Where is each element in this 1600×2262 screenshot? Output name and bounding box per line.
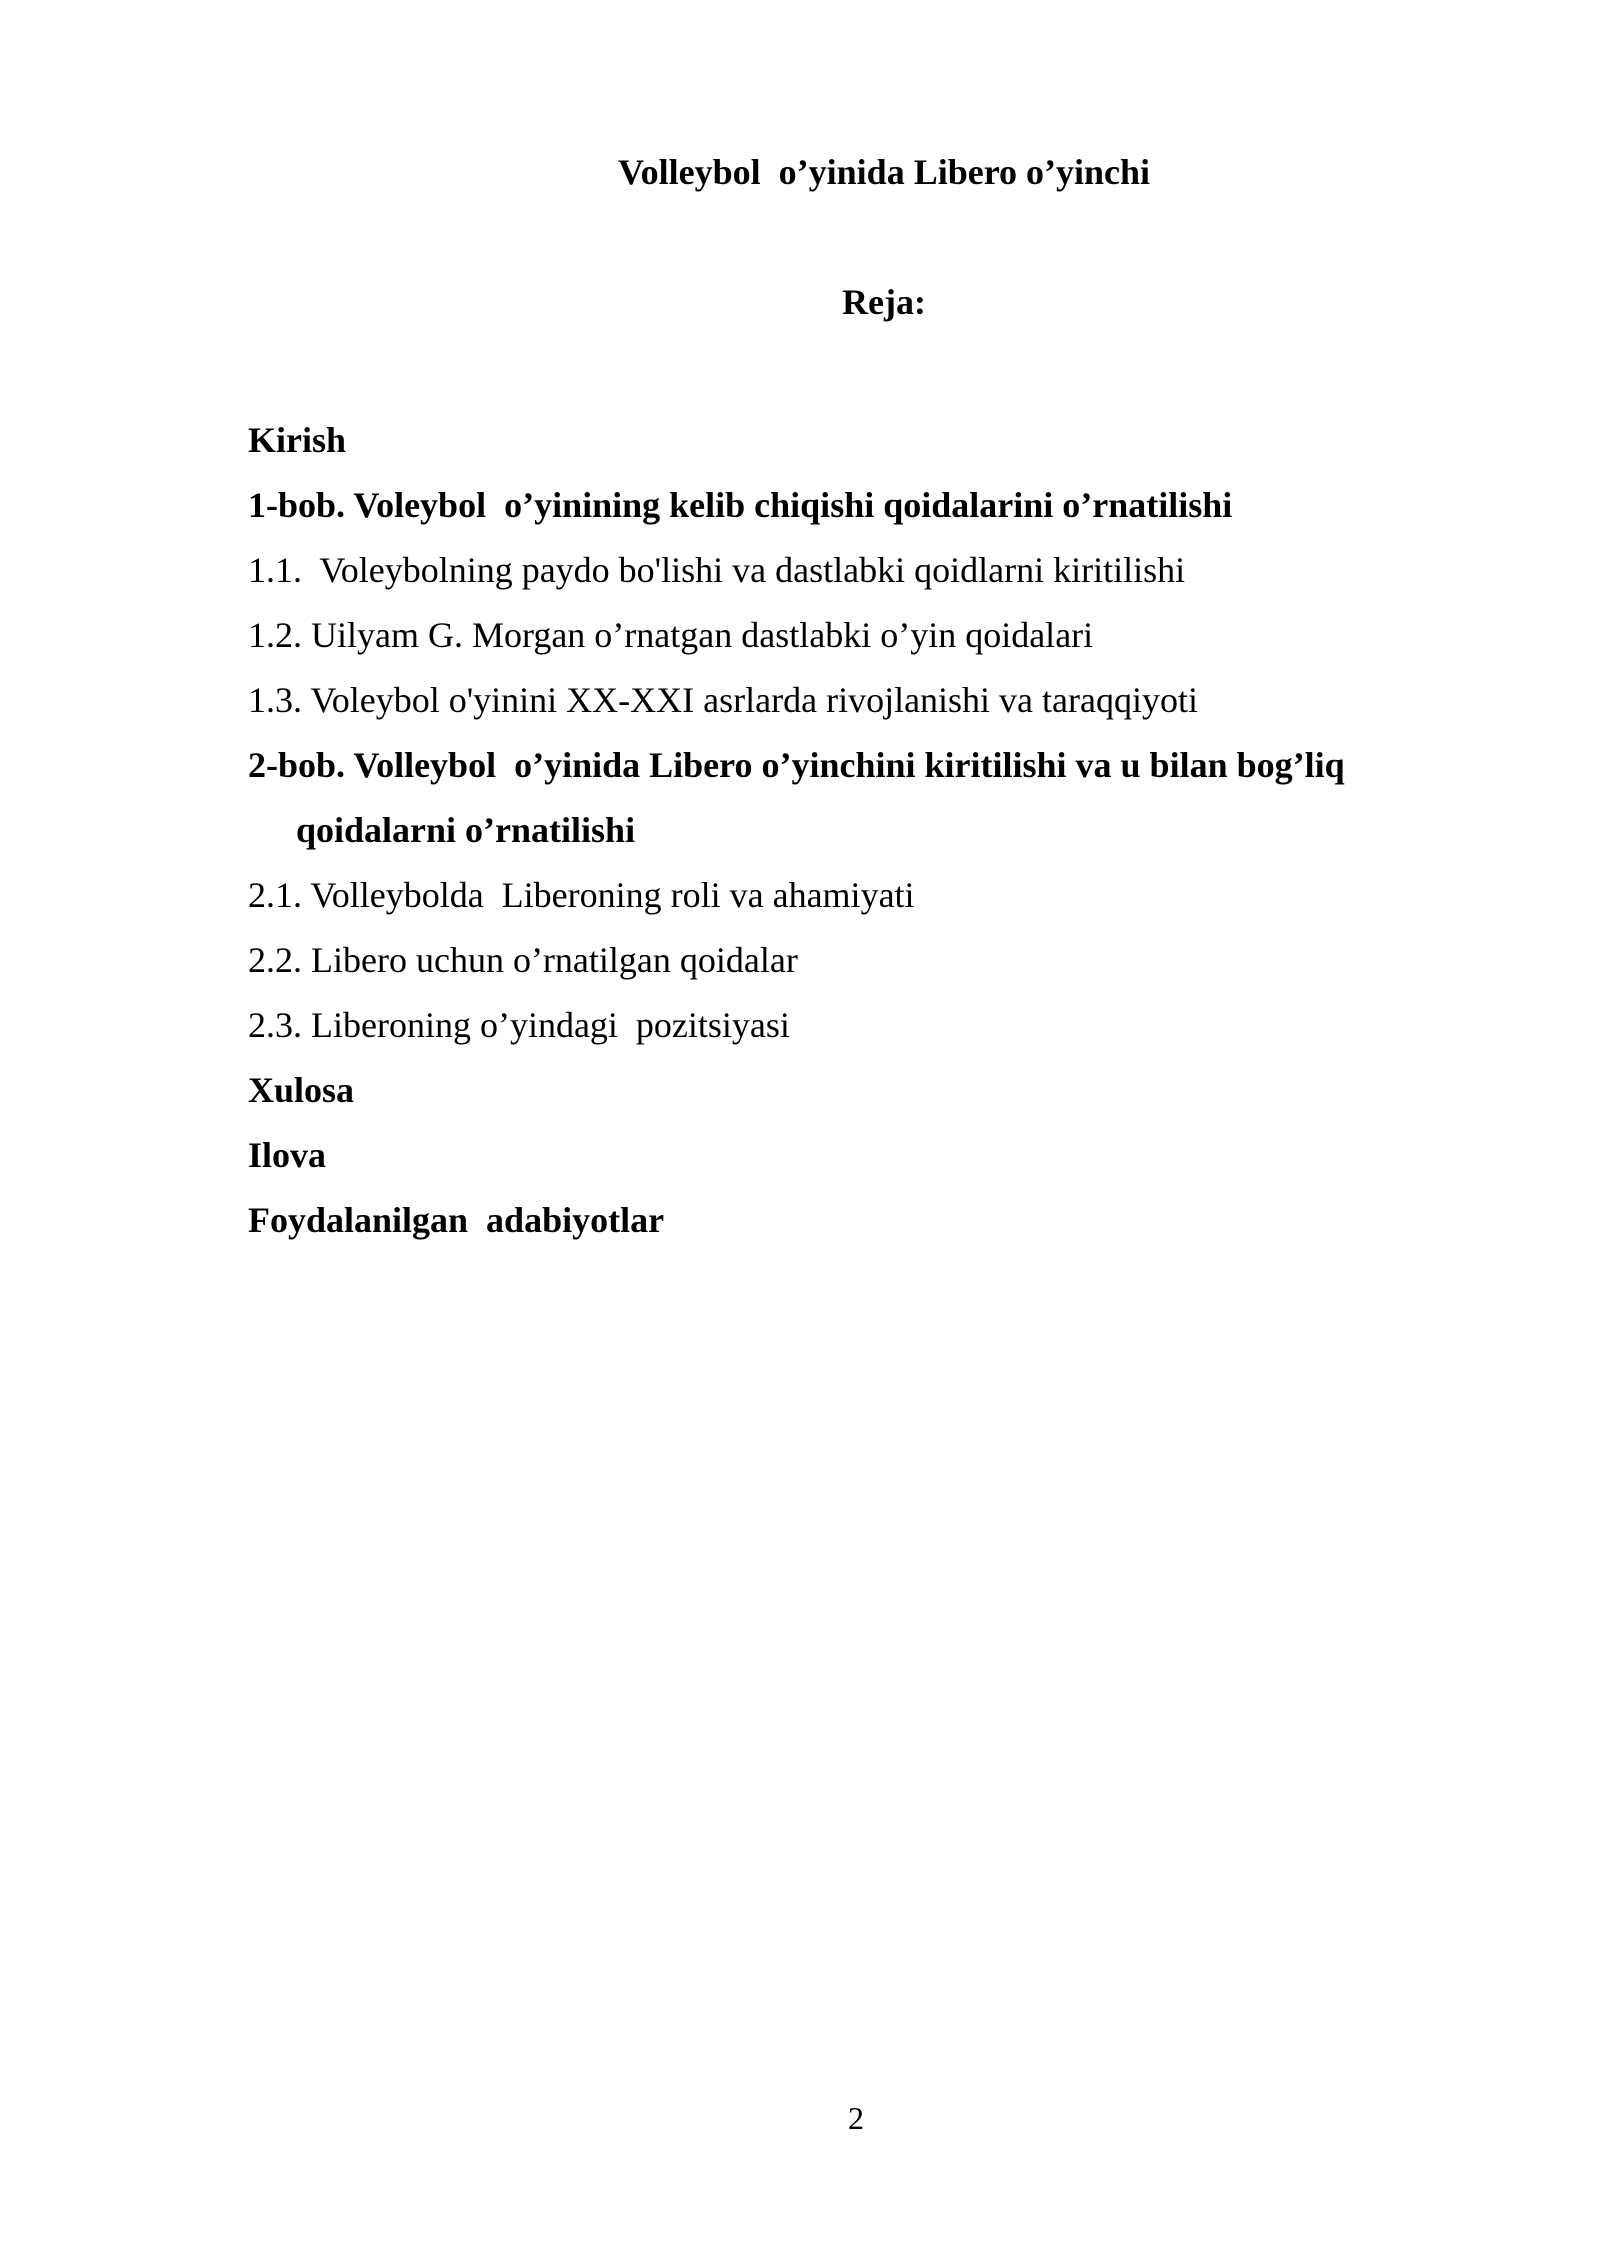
page-number: 2 [848,2100,864,2136]
toc-item-section-1-1: 1.1. Voleybolning paydo bo'lishi va dastlabki qoidlarni kiritilishi [248,550,1186,590]
toc-item-section-2-1: 2.1. Volleybolda Liberoning roli va ahamiyati [248,875,915,915]
table-of-contents [248,408,1408,1253]
document-title: Volleybol o’yinida Libero o’yinchi [617,152,1151,192]
toc-item-chapter-1: 1-bob. Voleybol o’yinining kelib chiqishi qoidalarini o’rnatilishi [248,485,1233,525]
toc-item-chapter-2: 2-bob. Volleybol o’yinida Libero o’yinchini kiritilishi va u bilan bog’liq qoidalarni o’rnatilishi [248,745,1354,850]
toc-item-section-1-2: 1.2. Uilyam G. Morgan o’rnatgan dastlabki o’yin qoidalari [248,615,1094,655]
toc-item-references: Foydalanilgan adabiyotlar [248,1200,665,1240]
toc-item-section-1-3: 1.3. Voleybol o'yinini XX-XXI asrlarda rivojlanishi va taraqqiyoti [248,680,1198,720]
toc-item-appendix: Ilova [248,1135,327,1175]
toc-item-introduction: Kirish [248,420,347,460]
plan-heading: Reja: [842,282,926,322]
toc-item-conclusion: Xulosa [248,1070,355,1110]
toc-item-section-2-2: 2.2. Libero uchun o’rnatilgan qoidalar [248,940,798,980]
toc-item-section-2-3: 2.3. Liberoning o’yindagi pozitsiyasi [248,1005,790,1045]
